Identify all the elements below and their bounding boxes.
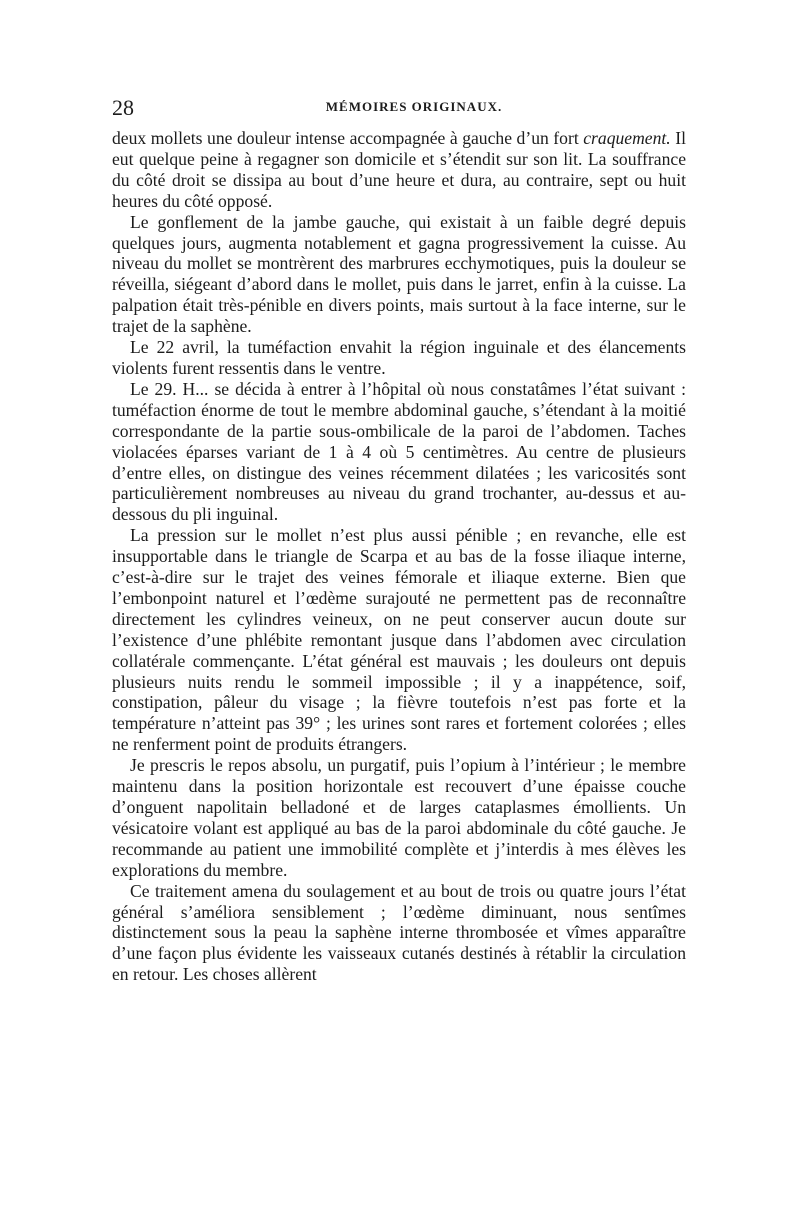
page-number: 28 bbox=[112, 95, 134, 120]
running-head: MÉMOIRES ORIGINAUX. bbox=[325, 99, 503, 114]
paragraph-1 bbox=[112, 128, 686, 212]
paragraph-5: La pression sur le mollet n’est plus aussi pénible ; en revanche, elle est insupportable dans le triangle de Scarpa et au bas de la fosse iliaque interne, c’est-à-dire sur le trajet des veines fémorale et iliaque externe. Bien que l’embonpoint naturel et l’œdème surajouté ne permettent pas de reconnaître directement les cylindres veineux, on ne peut conserver aucun doute sur l’existence d’une phlébite remontant jusque dans l’abdomen avec circulation collatérale commençante. L’état général est mauvais ; les douleurs ont depuis plusieurs nuits rendu le sommeil impossible ; il y a inappétence, soif, constipation, pâleur du visage ; la fièvre toutefois n’est pas forte et la température n’atteint pas 39° ; les urines sont rares et fortement colorées ; elles ne renferment point de produits étrangers. bbox=[112, 525, 686, 755]
body-text bbox=[112, 128, 686, 985]
page-header bbox=[112, 96, 686, 120]
paragraph-3: Le 22 avril, la tuméfaction envahit la région inguinale et des élancements violents furent ressentis dans le ventre. bbox=[112, 337, 686, 378]
paragraph-7: Ce traitement amena du soulagement et au bout de trois ou quatre jours l’état général s’améliora sensiblement ; l’œdème diminuant, nous sentîmes distinctement sous la peau la saphène interne thrombosée et vîmes apparaître d’une façon plus évidente les vaisseaux cutanés destinés à rétablir la circulation en retour. Les choses allèrent bbox=[112, 880, 686, 985]
paragraph-6: Je prescris le repos absolu, un purgatif, puis l’opium à l’intérieur ; le membre maintenu dans la position horizontale est recouvert d’une épaisse couche d’onguent napolitain belladoné et de larges cataplasmes émollients. Un vésicatoire volant est appliqué au bas de la paroi abdominale du côté gauche. Je recommande au patient une immobilité complète et j’interdis à mes élèves les explorations du membre. bbox=[112, 755, 686, 880]
paragraph-4: Le 29. H... se décida à entrer à l’hôpital où nous constatâmes l’état suivant : tuméfaction énorme de tout le membre abdominal gauche, s’étendant à la moitié correspondante de la partie sous-ombilicale de la paroi de l’abdomen. Taches violacées éparses variant de 1 à 4 où 5 centimètres. Au centre de plusieurs d’entre elles, on distingue des veines récemment dilatées ; les varicosités sont particulièrement nombreuses au niveau du grand trochanter, au-dessus et au-dessous du pli inguinal. bbox=[112, 378, 686, 525]
book-page bbox=[112, 96, 686, 985]
emphasis-craquement: craquement. bbox=[583, 128, 671, 148]
paragraph-1-rest: Il eut quelque peine à regagner son domicile et s’étendit sur son lit. La souffrance du côté droit se dissipa au bout d’une heure et dura, au contraire, sept ou huit heures du côté opposé. bbox=[112, 128, 686, 211]
paragraph-2: Le gonflement de la jambe gauche, qui existait à un faible degré depuis quelques jours, augmenta notablement et gagna progressivement la cuisse. Au niveau du mollet se montrèrent des marbrures ecchymotiques, puis la douleur se réveilla, siégeant d’abord dans le mollet, puis dans le jarret, enfin à la cuisse. La palpation était très-pénible en divers points, mais surtout à la face interne, sur le trajet de la saphène. bbox=[112, 211, 686, 337]
paragraph-1-lead: deux mollets une douleur intense accompagnée à gauche d’un fort bbox=[112, 128, 584, 148]
